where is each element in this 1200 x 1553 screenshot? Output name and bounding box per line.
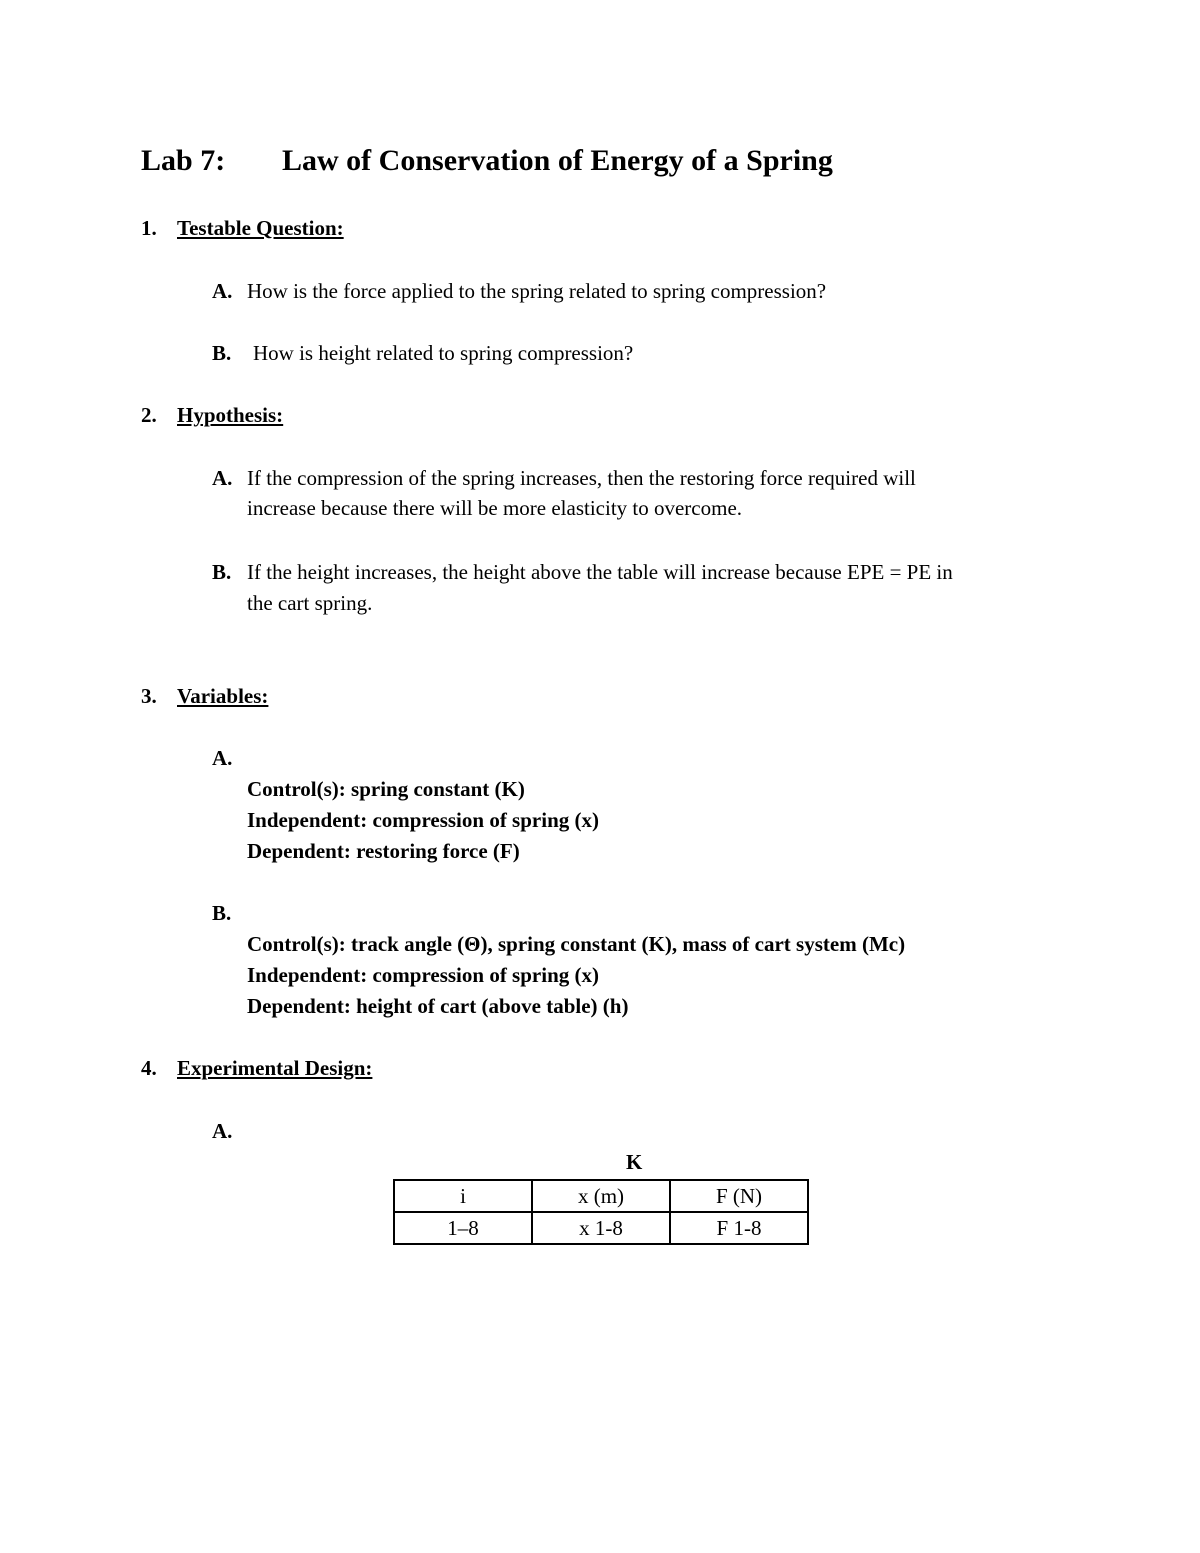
hypothesis-a-line1: If the compression of the spring increases, then the restoring force required will [247,466,916,490]
variables-a-independent [247,808,599,833]
variables-b-control [247,932,905,957]
table-header-row [394,1180,808,1212]
header-cell: F (N) [670,1180,808,1212]
table-cell: x 1-8 [532,1212,670,1244]
section-2-number: 2. [141,403,157,427]
hypothesis-b-line2: the cart spring. [247,591,373,615]
variables-b-dependent [247,994,628,1019]
section-4-number: 4. [141,1056,157,1080]
section-3-number: 3. [141,684,157,708]
dependent-label: Dependent: [247,839,351,863]
hypothesis-b-letter: B. [212,560,232,584]
variables-a-control [247,777,525,802]
design-table [393,1179,809,1245]
section-4-heading: Experimental Design: [177,1056,373,1080]
table-row [394,1212,808,1244]
section-1-number: 1. [141,216,157,240]
header-cell: x (m) [532,1180,670,1212]
independent-label: Independent: [247,963,368,987]
dependent-label: Dependent: [247,994,351,1018]
control-value: spring constant (K) [351,777,525,801]
hypothesis-a-letter: A. [212,466,233,490]
independent-value: compression of spring (x) [372,808,599,832]
question-a-text: How is the force applied to the spring related to spring compression? [247,279,827,303]
section-3-heading: Variables: [177,684,269,708]
dependent-value: height of cart (above table) (h) [356,994,629,1018]
variables-a-letter: A. [212,746,233,770]
table-cell: F 1-8 [670,1212,808,1244]
hypothesis-a-line2: increase because there will be more elasticity to overcome. [247,496,743,520]
lab-number: Lab 7: [141,144,226,177]
variables-a-dependent [247,839,520,864]
control-label: Control(s): [247,777,346,801]
control-value: track angle (Θ), spring constant (K), mass of cart system (Mc) [351,932,906,956]
question-b-text: How is height related to spring compression? [253,341,634,365]
dependent-value: restoring force (F) [356,839,520,863]
variables-b-letter: B. [212,901,232,925]
design-a-letter: A. [212,1119,233,1143]
hypothesis-b-line1: If the height increases, the height above the table will increase because EPE = PE in [247,560,953,584]
table-cell: 1–8 [394,1212,532,1244]
independent-label: Independent: [247,808,368,832]
variables-b-independent [247,963,599,988]
header-cell: i [394,1180,532,1212]
control-label: Control(s): [247,932,346,956]
section-2-heading: Hypothesis: [177,403,284,427]
table-caption: K [626,1150,643,1174]
question-a-letter: A. [212,279,233,303]
question-b-letter: B. [212,341,232,365]
section-1-heading: Testable Question: [177,216,344,240]
page-title: Law of Conservation of Energy of a Spring [282,144,833,177]
independent-value: compression of spring (x) [372,963,599,987]
